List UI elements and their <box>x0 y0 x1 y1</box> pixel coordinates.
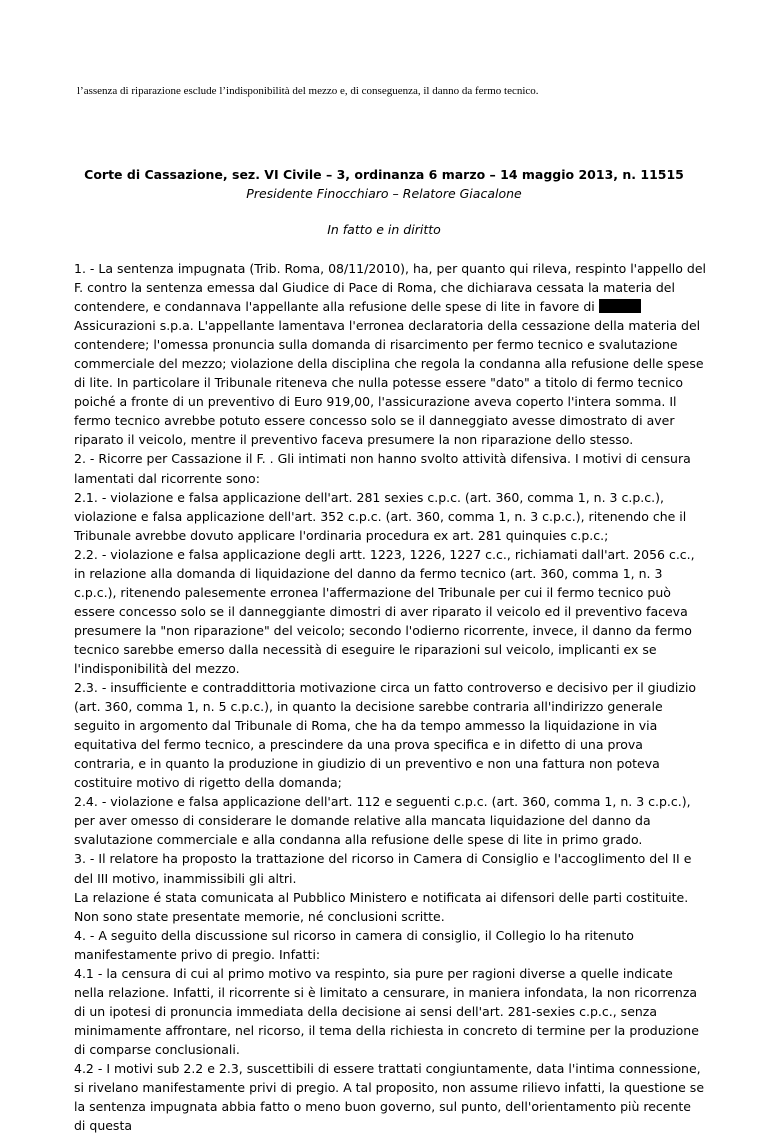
paragraph-2: 2. - Ricorre per Cassazione il F. . Gli intimati non hanno svolto attività difensiva. I motivi di censura lamentati dal ricorrente sono: <box>74 451 691 486</box>
top-note: l’assenza di riparazione esclude l’indisponibilità del mezzo e, di conseguenza, il danno da fermo tecnico. <box>77 85 539 97</box>
paragraph-1-text-after: Assicurazioni s.p.a. L'appellante lamentava l'erronea declaratoria della cessazione della materia del contendere; l'omessa pronuncia sulla domanda di risarcimento per fermo tecnico e svalutazione commerciale del mezzo; violazione della disciplina che regola la condanna alla refusione delle spese di lite. In particolare il Tribunale riteneva che nulla potesse essere "dato" a titolo di fermo tecnico poiché a fronte di un preventivo di Euro 919,00, l'assicurazione aveva coperto l'intera somma. Il fermo tecnico avrebbe potuto essere concesso solo se il danneggiato avesse dimostrato di aver riparato il veicolo, mentre il preventivo faceva presumere la non riparazione dello stesso. <box>74 318 704 448</box>
document-body <box>74 259 706 1135</box>
section-heading: In fatto e in diritto <box>327 222 441 237</box>
paragraph-3: 3. - Il relatore ha proposto la trattazione del ricorso in Camera di Consiglio e l'accoglimento del II e del III motivo, inammissibili gli altri. <box>74 851 692 886</box>
paragraph-4: 4. - A seguito della discussione sul ricorso in camera di consiglio, il Collegio lo ha ritenuto manifestamente privo di pregio. Infatti: <box>74 927 634 962</box>
paragraph-1 <box>74 259 706 449</box>
paragraph-3-b: La relazione é stata comunicata al Pubblico Ministero e notificata ai difensori delle parti costituite. <box>74 889 689 905</box>
paragraph-2-3: 2.3. - insufficiente e contraddittoria motivazione circa un fatto controverso e decisivo per il giudizio (art. 360, comma 1, n. 5 c.p.c.), in quanto la decisione sarebbe contraria all'indirizzo generale seguito in argomento dal Tribunale di Roma, che ha da tempo ammesso la liquidazione in via equitativa del fermo tecnico, a prescindere da una prova specifica e in difetto di una prova contraria, e in quanto la produzione in giudizio di un preventivo e non una fattura non poteva costituire motivo di rigetto della domanda; <box>74 680 697 791</box>
document-header <box>74 165 694 239</box>
paragraph-1-text-before: 1. - La sentenza impugnata (Trib. Roma, 08/11/2010), ha, per quanto qui rileva, respinto l'appello del F. contro la sentenza emessa dal Giudice di Pace di Roma, che dichiarava cessata la materia del contendere, e condannava l'appellante alla refusione delle spese di lite in favore di <box>74 261 706 315</box>
paragraph-4-2: 4.2 - I motivi sub 2.2 e 2.3, suscettibili di essere trattati congiuntamente, data l'intima connessione, si rivelano manifestamente privi di pregio. A tal proposito, non assume rilievo infatti, la questione se la sentenza impugnata abbia fatto o meno buon governo, sul punto, dell'orientamento più recente di questa <box>74 1060 705 1134</box>
paragraph-2-4: 2.4. - violazione e falsa applicazione dell'art. 112 e seguenti c.p.c. (art. 360, comma 1, n. 3 c.p.c.), per aver omesso di considerare le domande relative alla mancata liquidazione del danno da svalutazione commerciale e alla condanna alla refusione delle spese di lite in primo grado. <box>74 794 691 848</box>
paragraph-3-c: Non sono state presentate memorie, né conclusioni scritte. <box>74 908 445 924</box>
paragraph-4-1: 4.1 - la censura di cui al primo motivo va respinto, sia pure per ragioni diverse a quelle indicate nella relazione. Infatti, il ricorrente si è limitato a censurare, in maniera infondata, la non ricorrenza di un ipotesi di pronuncia immediata della decisione ai sensi dell'art. 281-sexies c.p.c., senza minimamente affrontare, nel ricorso, il tema della richiesta in concreto di termine per la produzione di comparse conclusionali. <box>74 965 699 1057</box>
paragraph-2-2: 2.2. - violazione e falsa applicazione degli artt. 1223, 1226, 1227 c.c., richiamati dall'art. 2056 c.c., in relazione alla domanda di liquidazione del danno da fermo tecnico (art. 360, comma 1, n. 3 c.p.c.), ritenendo palesemente erronea l'affermazione del Tribunale per cui il fermo tecnico può essere concesso solo se il danneggiante dimostri di aver riparato il veicolo ed il preventivo faceva presumere la "non riparazione" del veicolo; secondo l'odierno ricorrente, invece, il danno da fermo tecnico sarebbe emerso dalla necessità di eseguire le riparazioni sul veicolo, implicanti ex se l'indisponibilità del mezzo. <box>74 546 695 676</box>
document-subtitle: Presidente Finocchiaro – Relatore Giacalone <box>246 186 522 201</box>
paragraph-2-1: 2.1. - violazione e falsa applicazione dell'art. 281 sexies c.p.c. (art. 360, comma 1, n. 3 c.p.c.), violazione e falsa applicazione dell'art. 352 c.p.c. (art. 360, comma 1, n. 3 c.p.c.), ritenendo che il Tribunale avrebbe dovuto applicare l'ordinaria procedura ex art. 281 quinquies c.p.c.; <box>74 489 687 543</box>
redaction-block <box>599 299 641 313</box>
document-title: Corte di Cassazione, sez. VI Civile – 3, ordinanza 6 marzo – 14 maggio 2013, n. 11515 <box>84 167 684 182</box>
